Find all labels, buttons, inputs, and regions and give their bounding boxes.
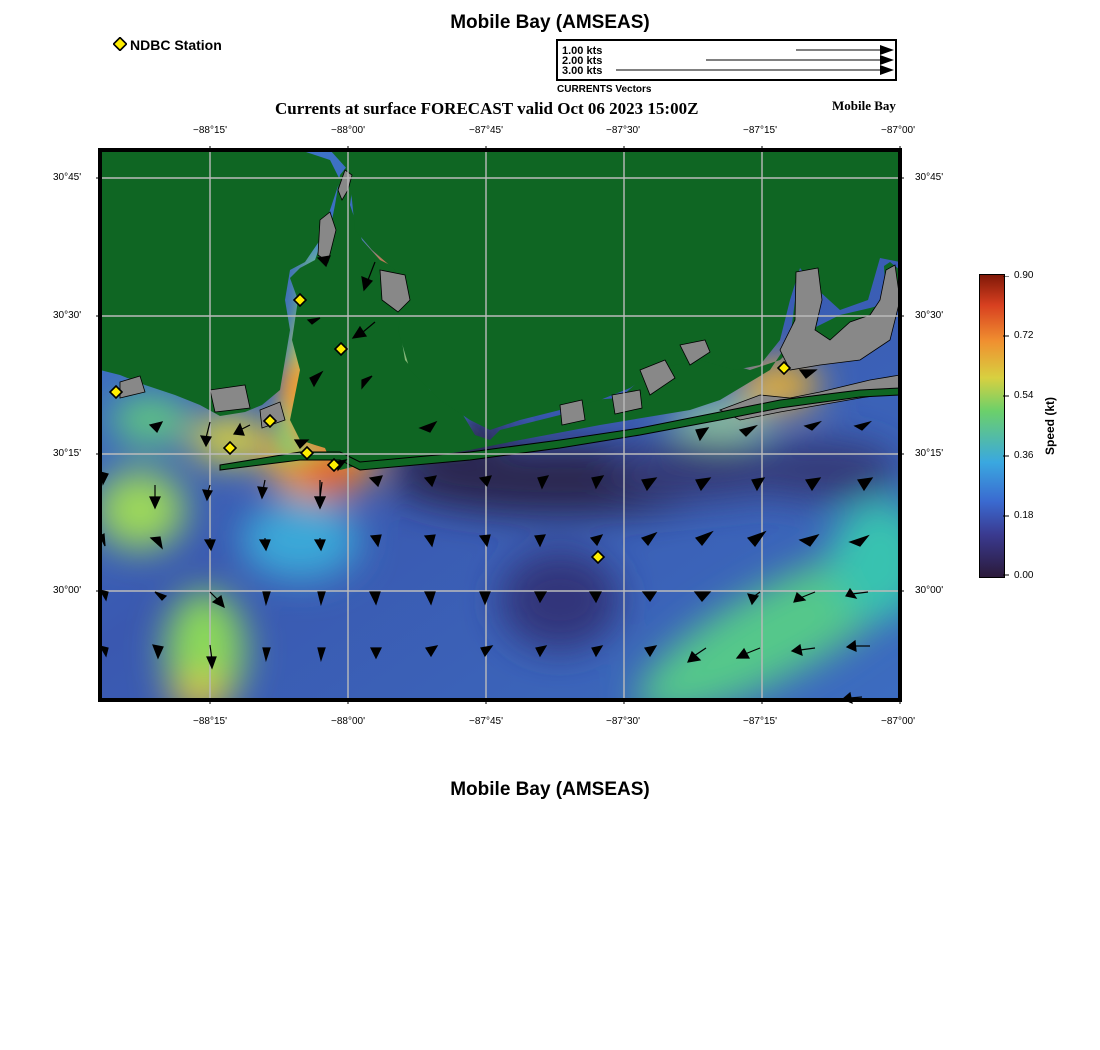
lon-tick-bottom-2: −88°00' [331,716,365,727]
lon-tick-bottom-5: −87°15' [743,716,777,727]
colorbar-tick-5: 0.18 [1014,510,1034,521]
colorbar-tick-1: 0.90 [1014,270,1034,281]
lat-tick-right-3: 30°15' [915,448,944,459]
current-vector-key [556,39,897,81]
current-speed-map[interactable] [96,146,906,706]
lon-tick-top-3: −87°45' [469,125,503,136]
map-title-bottom: Mobile Bay (AMSEAS) [450,779,650,800]
colorbar-tick-2: 0.72 [1014,330,1034,341]
ndbc-station-legend-label: NDBC Station [130,37,222,53]
vector-key-row-2: 2.00 kts [562,55,603,67]
vector-key-arrows [558,41,895,79]
colorbar-tick-4: 0.36 [1014,450,1034,461]
ndbc-station-legend-icon [113,37,127,51]
vector-key-row-3: 3.00 kts [562,65,603,77]
speed-colorbar [979,274,1005,578]
lon-tick-bottom-3: −87°45' [469,716,503,727]
vector-key-row-1: 1.00 kts [562,45,603,57]
lon-tick-bottom-6: −87°00' [881,716,915,727]
colorbar-tick-6: 0.00 [1014,570,1034,581]
lat-tick-left-3: 30°15' [53,448,82,459]
lat-tick-left-2: 30°30' [53,310,82,321]
lat-tick-left-1: 30°45' [53,172,82,183]
lon-tick-top-2: −88°00' [331,125,365,136]
lon-tick-top-6: −87°00' [881,125,915,136]
lon-tick-top-1: −88°15' [193,125,227,136]
lat-tick-right-4: 30°00' [915,585,944,596]
forecast-subtitle: Currents at surface FORECAST valid Oct 06 2023 15:00Z [275,99,699,118]
region-label: Mobile Bay [832,98,896,113]
colorbar-title: Speed (kt) [1043,397,1057,456]
colorbar-ticks [1003,276,1009,576]
lon-tick-top-5: −87°15' [743,125,777,136]
lat-tick-right-2: 30°30' [915,310,944,321]
lon-tick-bottom-4: −87°30' [606,716,640,727]
lon-tick-top-4: −87°30' [606,125,640,136]
lat-tick-right-1: 30°45' [915,172,944,183]
lat-tick-left-4: 30°00' [53,585,82,596]
colorbar-tick-3: 0.54 [1014,390,1034,401]
lon-tick-bottom-1: −88°15' [193,716,227,727]
map-title-top: Mobile Bay (AMSEAS) [450,12,650,33]
vector-key-caption: CURRENTS Vectors [557,84,652,95]
